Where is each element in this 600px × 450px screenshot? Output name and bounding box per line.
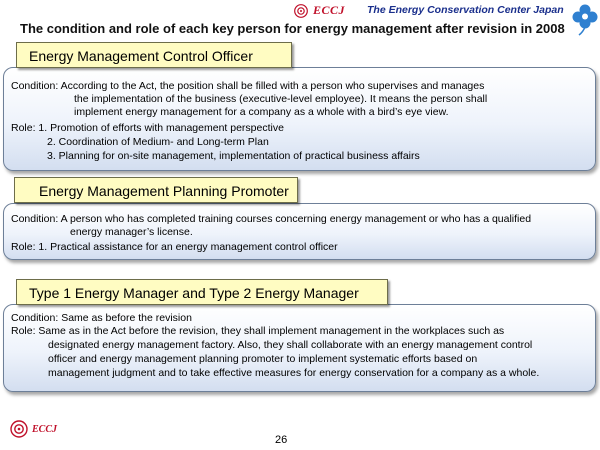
manager-role-line-4: management judgment and to take effective measures for energy conservation for a company as a whole. — [48, 367, 540, 379]
header-eccj: ECCJ — [313, 3, 346, 17]
officer-condition-line-3: implement energy management for a company as a whole with a bird’s eye view. — [74, 106, 449, 118]
officer-condition-line-2: the implementation of the business (executive-level employee). It means the person shall — [74, 93, 488, 105]
promoter-label: Energy Management Planning Promoter — [14, 177, 298, 203]
officer-condition-line-1: Condition: According to the Act, the position shall be filled with a person who supervises and manages — [11, 80, 485, 92]
clover-logo-icon — [570, 2, 600, 36]
promoter-condition-line-1: Condition: A person who has completed training courses concerning energy management or who has a qualified — [11, 213, 532, 225]
page-number: 26 — [275, 434, 288, 446]
eccj-logo-icon — [294, 4, 308, 18]
promoter-role-line-1: Role: 1. Practical assistance for an energy management control officer — [11, 241, 338, 253]
officer-role-line-1: Role: 1. Promotion of efforts with management perspective — [11, 122, 284, 134]
manager-label: Type 1 Energy Manager and Type 2 Energy Manager — [16, 279, 388, 305]
manager-role-line-2: designated energy management factory. Also, they shall collaborate with an energy management control — [48, 339, 533, 351]
manager-condition-line-1: Condition: Same as before the revision — [11, 312, 192, 324]
officer-role-line-2: 2. Coordination of Medium- and Long-term Plan — [47, 136, 269, 148]
footer-eccj: ECCJ — [32, 424, 58, 435]
footer-eccj-logo-icon — [10, 420, 28, 438]
manager-role-line-3: officer and energy management planning promoter to implement systematic efforts based on — [48, 353, 478, 365]
officer-role-line-3: 3. Planning for on-site management, implementation of practical business affairs — [47, 150, 420, 162]
page-title: The condition and role of each key person for energy management after revision in 2008 — [20, 21, 565, 36]
promoter-condition-line-2: energy manager’s license. — [70, 226, 193, 238]
manager-role-line-1: Role: Same as in the Act before the revision, they shall implement management in the workplaces such as — [11, 325, 505, 337]
header-center-name: The Energy Conservation Center Japan — [367, 4, 564, 16]
officer-label: Energy Management Control Officer — [16, 42, 292, 68]
